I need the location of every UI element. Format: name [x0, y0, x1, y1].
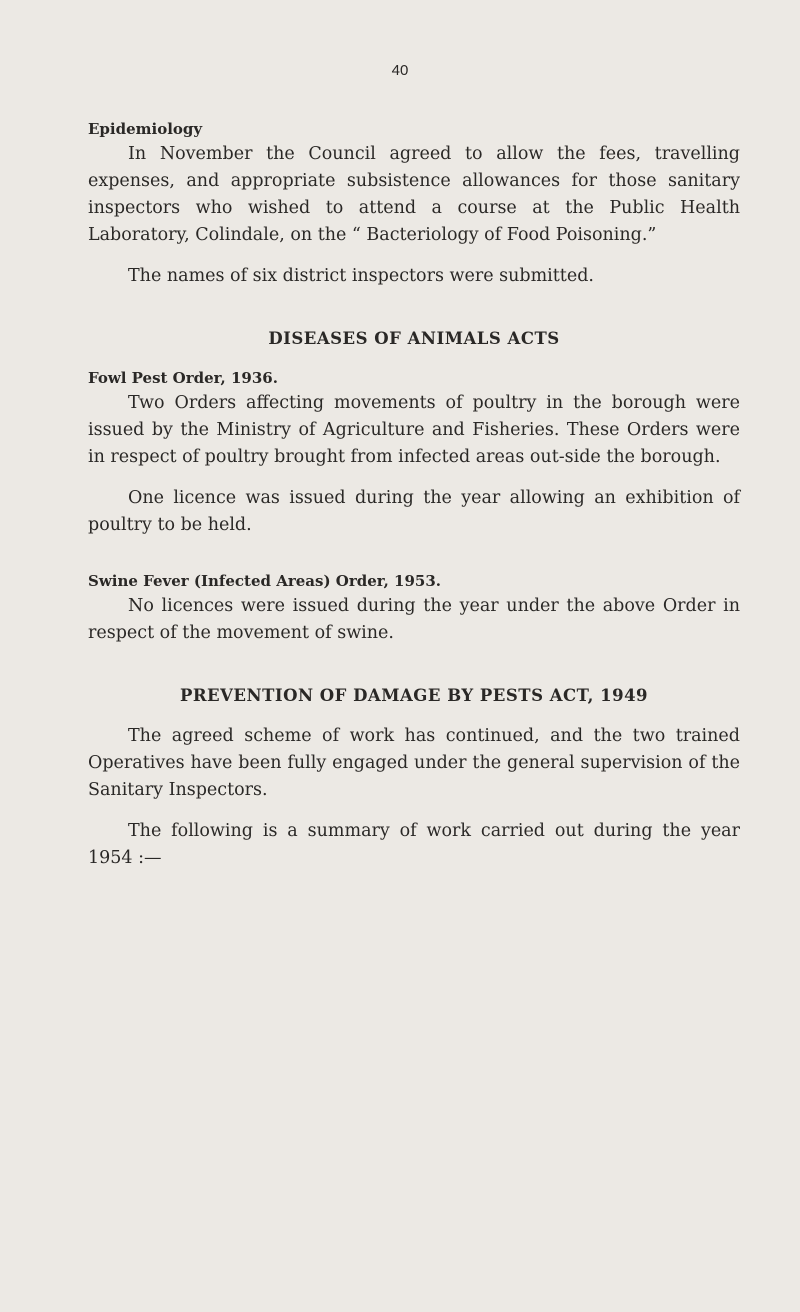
page-number: 40	[391, 62, 409, 79]
pests-paragraph-1: The agreed scheme of work has continued, and the two trained Operatives have been fully engaged under the general supervision of the Sanitary Inspectors.	[88, 726, 740, 800]
pests-paragraph-2: The following is a summary of work carried out during the year 1954 :—	[88, 821, 740, 868]
epidemiology-paragraph-2: The names of six district inspectors were submitted.	[128, 266, 594, 286]
diseases-of-animals-heading: DISEASES OF ANIMALS ACTS	[268, 329, 560, 348]
fowl-pest-paragraph-2: One licence was issued during the year allowing an exhibition of poultry to be held.	[88, 488, 740, 535]
fowl-pest-heading: Fowl Pest Order, 1936.	[88, 369, 278, 387]
swine-fever-heading: Swine Fever (Infected Areas) Order, 1953.	[88, 572, 441, 590]
epidemiology-paragraph-1: In November the Council agreed to allow the fees, travelling expenses, and appropriate subsistence allowances for those sanitary inspectors who wished to attend a course at the Public Health Laboratory, Colindale, on the “ Bacteriology of Food Poisoning.”	[88, 144, 740, 245]
page-body	[88, 117, 740, 872]
swine-fever-paragraph: No licences were issued during the year under the above Order in respect of the movement of swine.	[88, 596, 740, 643]
prevention-of-damage-heading: PREVENTION OF DAMAGE BY PESTS ACT, 1949	[179, 686, 649, 705]
fowl-pest-paragraph-1: Two Orders affecting movements of poultry in the borough were issued by the Ministry of Agriculture and Fisheries. These Orders were in respect of poultry brought from infected areas out-side the borough.	[88, 393, 740, 467]
epidemiology-heading: Epidemiology	[88, 120, 203, 138]
